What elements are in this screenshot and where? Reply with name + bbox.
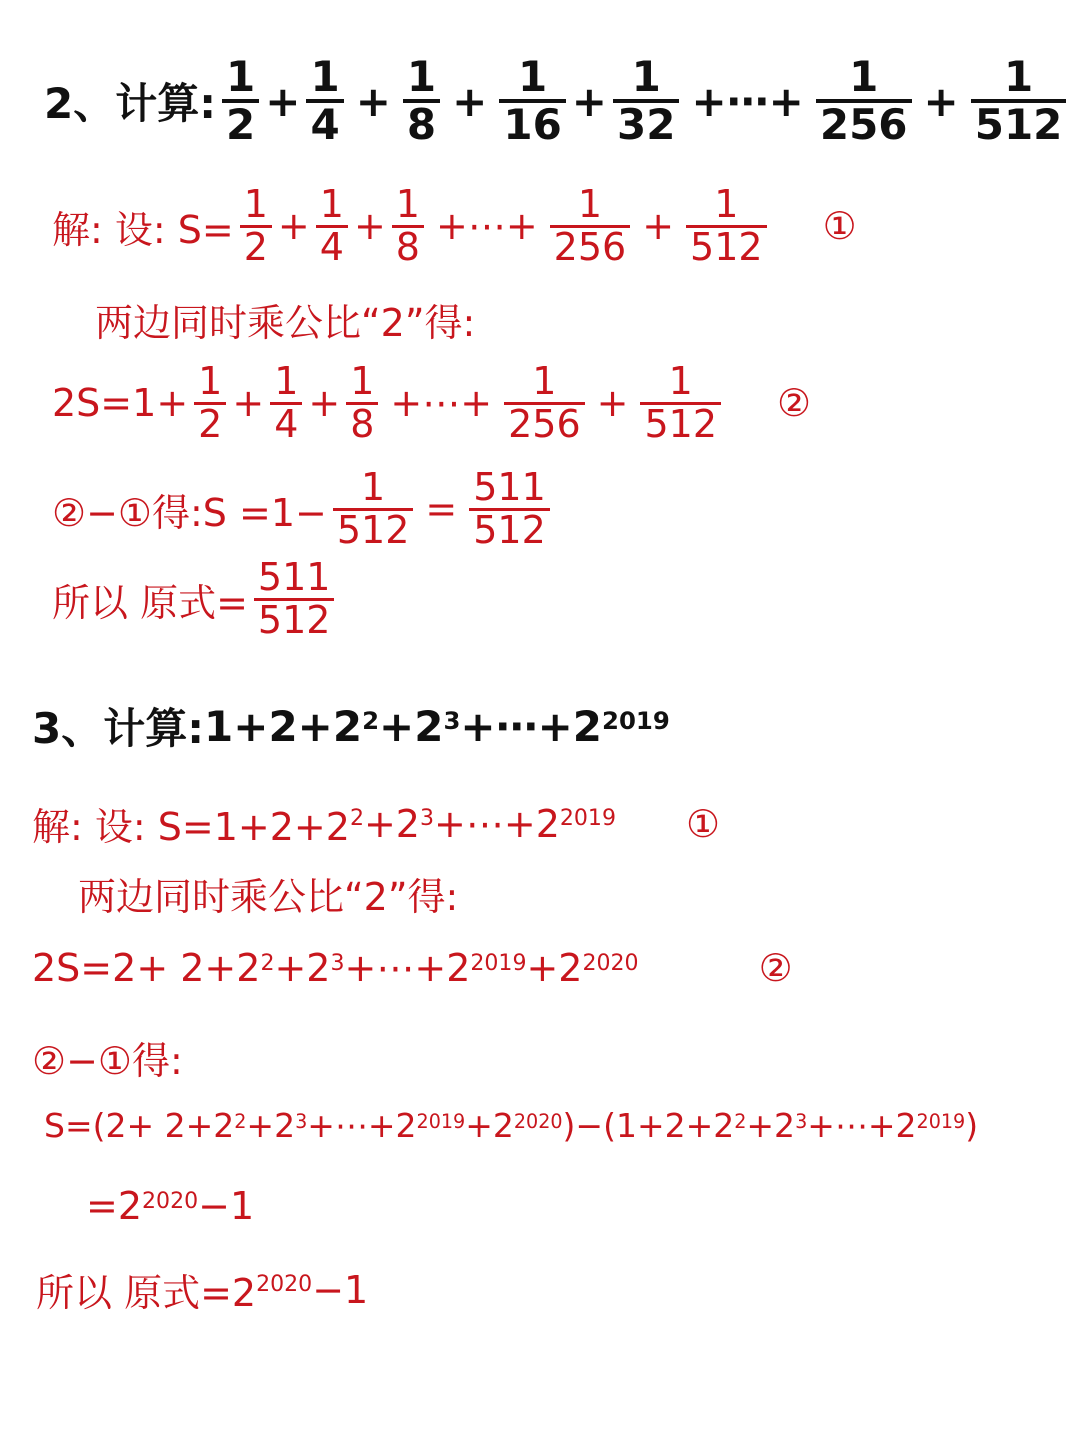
fraction: $\frac{1}{2}$	[240, 185, 272, 268]
fraction: $\frac{1}{32}$	[613, 55, 679, 147]
fraction: $\frac{1}{256}$	[504, 362, 585, 445]
fraction: $\frac{1}{512}$	[333, 468, 414, 551]
p3-subtraction-label: ②−①得:	[32, 1039, 183, 1083]
fraction: $\frac{1}{16}$	[499, 55, 565, 147]
fraction: $\frac{1}{512}$	[686, 185, 767, 268]
fraction: $\frac{1}{512}$	[971, 55, 1067, 147]
fraction: $\frac{1}{8}$	[346, 362, 378, 445]
result-fraction: $\frac{511}{512}$	[254, 558, 335, 641]
p3-result: =2 $^{2020}$ −1	[86, 1184, 255, 1228]
fraction: $\frac{1}{256}$	[550, 185, 631, 268]
p2-multiply-line: 两边同时乘公比“2”得:	[95, 301, 476, 345]
problem-3-title: 3、计算:	[32, 704, 205, 753]
p3-solution-setup: 解: 设: S=1+2+2 $^2$ +2 $^3$ +⋯+2 $^{2019}$ ①	[32, 801, 721, 849]
p3-doubled-equation: 2S=2+ 2+2 $^2$ +2 $^3$ +⋯+2 $^{2019}$ +2 $^{2020}$ ②	[32, 946, 793, 990]
fraction: $\frac{1}{2}$	[222, 55, 259, 147]
equation-marker-2: ②	[758, 946, 793, 990]
fraction: $\frac{1}{256}$	[816, 55, 912, 147]
p2-subtraction-line: ②−①得:S =1− $\frac{1}{512}$ = $\frac{511}{512}$	[52, 468, 556, 551]
fraction: $\frac{1}{2}$	[194, 362, 226, 445]
problem-3-question: 3、计算: 1+2+2 $^2$ +2 $^3$ +⋯+2 $^{2019}$	[32, 696, 670, 756]
fraction: $\frac{1}{4}$	[270, 362, 302, 445]
fraction: $\frac{1}{4}$	[316, 185, 348, 268]
p2-conclusion: 所以 原式= $\frac{511}{512}$	[52, 558, 340, 641]
result-fraction: $\frac{511}{512}$	[469, 468, 550, 551]
p3-multiply-line: 两边同时乘公比“2”得:	[78, 875, 459, 919]
fraction: $\frac{1}{8}$	[392, 185, 424, 268]
p3-subtraction-expression: S=(2+ 2+2 $^2$ +2 $^3$ +⋯+2 $^{2019}$ +2 $^{2020}$ )−(1+2+2 $^2$ +2 $^3$ +⋯+2 $^{2019}$ )	[44, 1106, 979, 1145]
fraction: $\frac{1}{4}$	[306, 55, 343, 147]
problem-2-title: 2、计算:	[44, 79, 217, 129]
equation-marker-2: ②	[777, 381, 812, 426]
problem-2-question: 2、计算: $\frac{1}{2}$ + $\frac{1}{4}$ + $\frac{1}{8}$ + $\frac{1}{16}$ + $\frac{1}{32}$ +⋯+ $\frac{1}{256}$ + $\frac{1}{512}$	[44, 55, 1072, 147]
equation-marker-1: ①	[822, 204, 857, 249]
equation-marker-1: ①	[685, 801, 721, 846]
p2-doubled-equation: 2S=1+ $\frac{1}{2}$ + $\frac{1}{4}$ + $\frac{1}{8}$ +⋯+ $\frac{1}{256}$ + $\frac{1}{512}$ ②	[52, 359, 812, 446]
p3-conclusion: 所以 原式=2 $^{2020}$ −1	[36, 1267, 369, 1315]
p2-solution-setup: 解: 设: S= $\frac{1}{2}$ + $\frac{1}{4}$ + $\frac{1}{8}$ +⋯+ $\frac{1}{256}$ + $\frac{1}{512}$ ①	[52, 182, 857, 269]
fraction: $\frac{1}{512}$	[640, 362, 721, 445]
fraction: $\frac{1}{8}$	[403, 55, 440, 147]
